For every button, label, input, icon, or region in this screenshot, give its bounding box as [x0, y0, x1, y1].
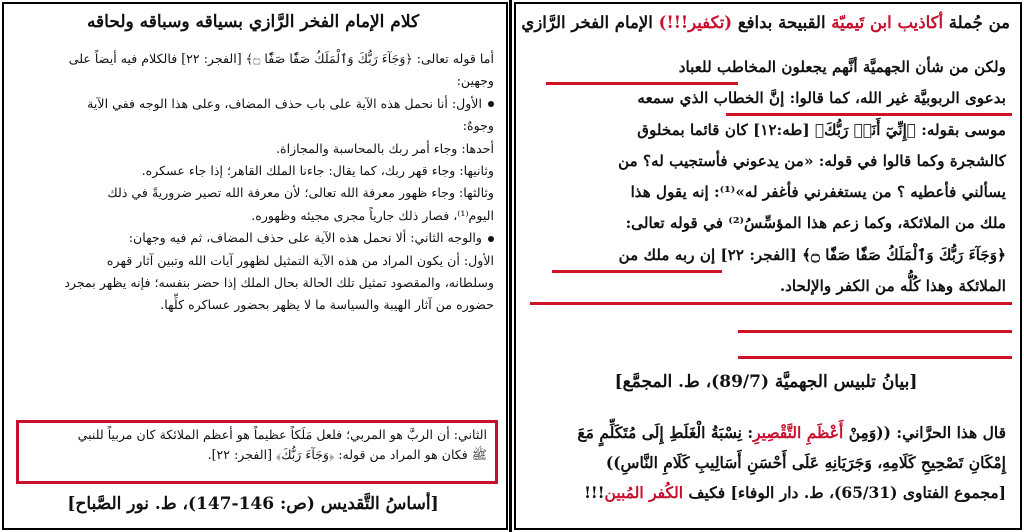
- body-line: الملائكة وهذا كُلُّه من الكفر والإلحاد.: [779, 277, 1006, 296]
- body-line: حضوره من آثار الهيبة والسياسة ما لا يظهر بحضور عساكره كلِّها.: [160, 297, 494, 313]
- body-line: وثالثها: وجاء ظهور معرفة الله تعالى؛ لأن معرفة الله تصير ضروريةً في ذلك: [107, 185, 494, 201]
- body-line: [12, 227, 494, 249]
- body-line: بدعوى الربوبيَّة غير الله، كما قالوا: إنَّ الخطاب الذي سمعه: [637, 89, 1006, 108]
- body-line: وثانيها: وجاء قهر ربك، كما يقال: جاءنا الملك القاهر؛ إذا جاء عسكره.: [141, 163, 494, 179]
- quote-line: [522, 418, 1006, 448]
- red-underline: [546, 82, 738, 85]
- quote-text: : نِسْبَةُ الْغَلَطِ إِلَى مُتَكَلِّمٍ مَعَ: [577, 423, 754, 442]
- right-quote: [522, 418, 1006, 508]
- body-line: أحدها: وجاء أمر ربك بالمحاسبة والمجازاة.: [275, 140, 494, 156]
- red-underline: [726, 113, 1012, 116]
- panel-divider: [509, 0, 512, 532]
- body-line: وجهين:: [456, 73, 494, 89]
- left-title: كلام الإمام الفخر الرَّازي بسياقه وسباقه ولحاقه: [86, 12, 420, 32]
- quote-highlight: أَعْظَمِ التَّقْصِيرِ: [753, 423, 844, 442]
- body-line: ملك من الملائكة، وكما زعم هذا المؤسِّسُ⁽²⁾ في قوله تعالى:: [625, 214, 1006, 233]
- body-line: ولكن من شأن الجهميَّة أنَّهم يجعلون المخاطب للعباد: [678, 58, 1006, 76]
- body-line: الأول: أن يكون المراد من هذه الآية التمثيل لظهور آيات الله وتبين آثار قهره: [106, 252, 494, 268]
- left-panel: [2, 2, 508, 530]
- title-highlight: (تكفير!!!): [658, 13, 733, 32]
- quote-text: [مجموع الفتاوى (65/31)، ط. دار الوفاء] فكيف: [683, 483, 1006, 502]
- body-line: يسألني فأعطيه ؟ من يستغفرني فأغفر له»⁽¹⁾: إنه يقول هذا: [630, 183, 1006, 202]
- left-body: [12, 48, 494, 317]
- right-source-citation: [بيانُ تلبيس الجهميَّة (89/7)، ط. المجمَّع]: [614, 372, 918, 392]
- quote-line: إِمْكَانِ تَصْحِيحِ كَلَامِهِ، وَجَرَيَانِهِ عَلَى أَحْسَنِ أَسَالِيبِ كَلَامِ النَّاسِ)): [605, 453, 1006, 472]
- body-line: موسى بقوله: ﴿إِنِّيٓ أَنَا۠ رَبُّكَ﴾ [طه:١٢] كان قائما بمخلوق: [637, 120, 1006, 139]
- body-line: أما قوله تعالى: ﴿وَجَآءَ رَبُّكَ وَٱلْمَلَكُ صَفّٗا صَفّٗا ۝﴾ [الفجر: ٢٢] فالكلام فيه أيضاً على: [68, 51, 494, 66]
- quote-line: [522, 478, 1006, 508]
- body-line: اليوم⁽¹⁾، فصار ذلك جارياً مجرى مجيئه وظهوره.: [251, 207, 494, 223]
- quote-text: !!!: [584, 483, 605, 502]
- title-text: الإمام الفخر الرَّازي: [521, 13, 659, 32]
- body-line: وجوهٌ:: [462, 118, 494, 134]
- red-underline: [530, 302, 1012, 305]
- left-source-citation: [أساسُ التَّقديس (ص: 146-147)، ط. نور الصَّباح]: [67, 494, 439, 514]
- title-text: من جُملة: [943, 13, 1010, 32]
- body-text: الأول: أنا نحمل هذه الآية على باب حذف المضاف، وعلى هذا الوجه ففي الآية: [87, 95, 482, 111]
- boxed-line: ﷺ فكان هو المراد من قوله: ﴿وَجَآءَ رَبُّكَ﴾ [الفجر: ٢٢].: [207, 447, 487, 462]
- boxed-line: الثاني: أن الربَّ هو المربي؛ فلعل مَلَكاً عظيماً هو أعظم الملائكة كان مربياً للنبي: [77, 427, 487, 442]
- bullet-icon: [488, 101, 494, 107]
- body-line: [12, 93, 494, 115]
- body-text: والوجه الثاني: ألا نحمل هذه الآية على حذف المضاف، ثم فيه وجهان:: [128, 230, 482, 246]
- red-underline: [552, 270, 722, 273]
- body-line: ﴿وَجَآءَ رَبُّكَ وَٱلْمَلَكُ صَفّٗا صَفّٗا ۝﴾ [الفجر: ٢٢] إن ربه ملك من: [618, 245, 1006, 264]
- red-underline: [738, 330, 1012, 333]
- highlighted-box: [16, 420, 498, 484]
- title-text: القبيحة بدافع: [732, 13, 832, 32]
- bullet-icon: [488, 236, 494, 242]
- right-title: [520, 10, 1010, 36]
- right-body: [522, 52, 1006, 302]
- title-highlight: أكاذيب ابن تَيميّة: [831, 13, 944, 32]
- red-underline: [738, 356, 1012, 359]
- quote-text: قال هذا الحرَّاني: ((وَمِنْ: [843, 423, 1006, 442]
- right-panel: [514, 2, 1022, 530]
- quote-highlight: الكُفر المُبين: [604, 483, 684, 502]
- body-line: كالشجرة وكما قالوا في قوله: «من يدعوني فأستجيب له؟ من: [618, 151, 1006, 170]
- body-line: وسلطانه، والمقصود تمثيل تلك الحالة بحال الملك إذا حضر بنفسه؛ فإنه يظهر بمجرد: [64, 275, 494, 291]
